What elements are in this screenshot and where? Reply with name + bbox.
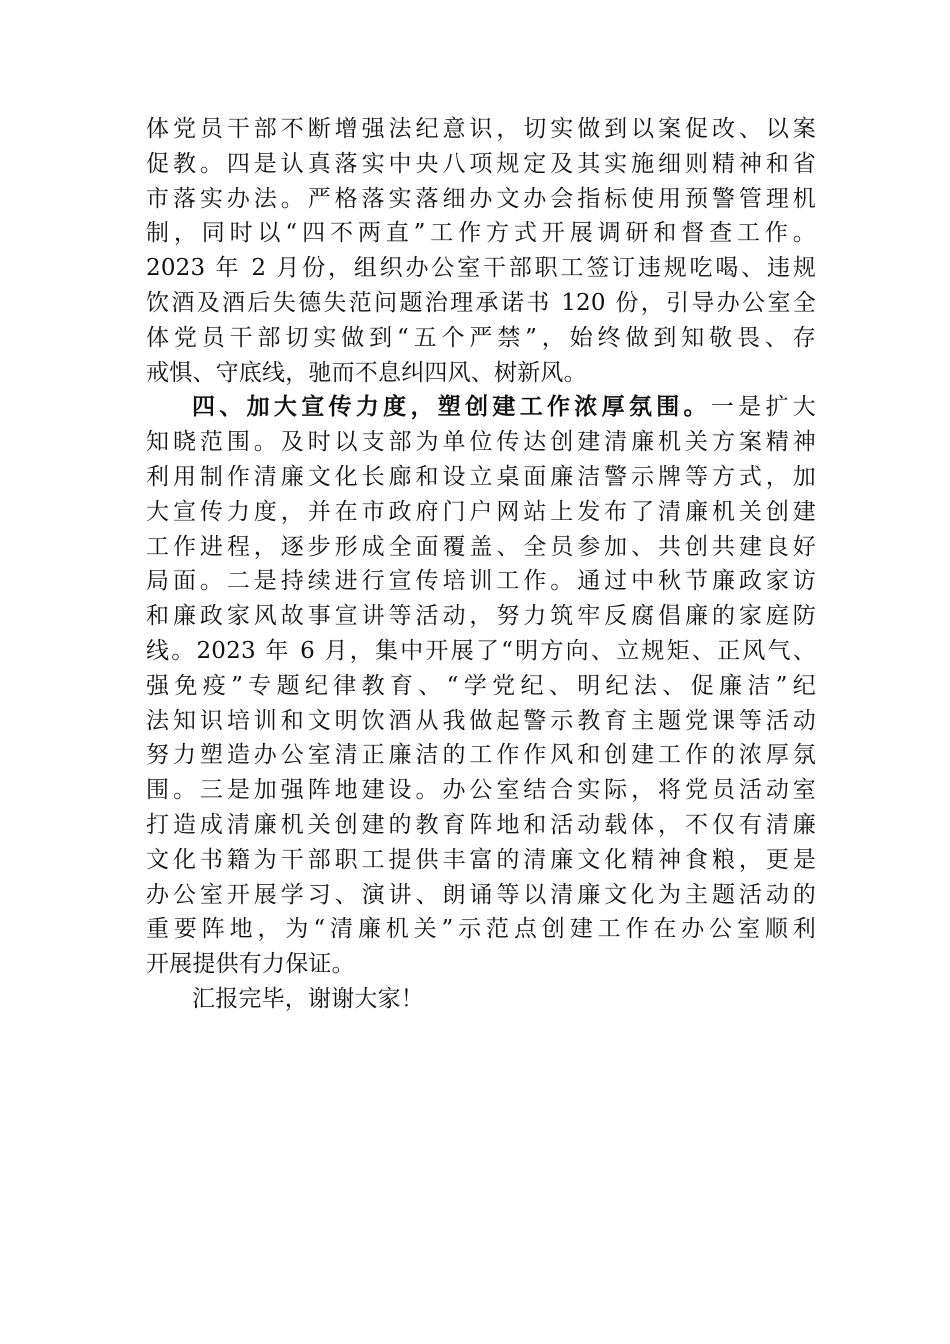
paragraph-line: 努力塑造办公室清正廉洁的工作作风和创建工作的浓厚氛 — [146, 742, 816, 769]
paragraph-line: 体党员干部切实做到“五个严禁”，始终做到知敬畏、存 — [146, 324, 816, 351]
paragraph-line: 知晓范围。及时以支部为单位传达创建清廉机关方案精神 — [146, 429, 816, 456]
paragraph-line: 大宣传力度，并在市政府门户网站上发布了清廉机关创建 — [146, 498, 816, 525]
paragraph-line: 局面。二是持续进行宣传培训工作。通过中秋节廉政家访 — [146, 568, 816, 595]
paragraph-line: 体党员干部不断增强法纪意识，切实做到以案促改、以案 — [146, 116, 816, 142]
paragraph-line: 线。2023 年 6 月，集中开展了“明方向、立规矩、正风气、 — [146, 637, 816, 664]
paragraph-line: 打造成清廉机关创建的教育阵地和活动载体，不仅有清廉 — [146, 811, 816, 838]
paragraph-line: 工作进程，逐步形成全面覆盖、全员参加、共创共建良好 — [146, 533, 816, 560]
section-four-first-line — [146, 390, 816, 425]
paragraph-line: 市落实办法。严格落实落细办文办会指标使用预警管理机 — [146, 185, 816, 212]
section-four-heading: 四、加大宣传力度，塑创建工作浓厚氛围。 — [192, 393, 711, 421]
paragraph-line: 办公室开展学习、演讲、朗诵等以清廉文化为主题活动的 — [146, 881, 816, 908]
paragraph-line: 制，同时以“四不两直”工作方式开展调研和督查工作。 — [146, 220, 816, 247]
paragraph-line: 强免疫”专题纪律教育、“学党纪、明纪法、促廉洁”纪 — [146, 672, 816, 699]
document-body — [146, 112, 816, 1017]
paragraph-line: 开展提供有力保证。 — [146, 951, 355, 978]
paragraph-line: 利用制作清廉文化长廊和设立桌面廉洁警示牌等方式，加 — [146, 463, 816, 490]
paragraph-line: 重要阵地，为“清廉机关”示范点创建工作在办公室顺利 — [146, 916, 816, 943]
paragraph-line: 促教。四是认真落实中央八项规定及其实施细则精神和省 — [146, 150, 816, 177]
closing-remark: 汇报完毕，谢谢大家！ — [192, 985, 424, 1012]
paragraph-line: 戒惧、守底线，驰而不息纠四风、树新风。 — [146, 359, 587, 386]
paragraph-line: 和廉政家风故事宣讲等活动，努力筑牢反腐倡廉的家庭防 — [146, 603, 816, 630]
paragraph-line: 法知识培训和文明饮酒从我做起警示教育主题党课等活动 — [146, 707, 816, 734]
paragraph-line: 饮酒及酒后失德失范问题治理承诺书 120 份，引导办公室全 — [146, 289, 816, 316]
paragraph-line: 2023 年 2 月份，组织办公室干部职工签订违规吃喝、违规 — [146, 255, 816, 282]
paragraph-line: 文化书籍为干部职工提供丰富的清廉文化精神食粮，更是 — [146, 846, 816, 873]
section-four-first-line-text: 一是扩大 — [710, 394, 816, 421]
paragraph-line: 围。三是加强阵地建设。办公室结合实际，将党员活动室 — [146, 777, 816, 804]
